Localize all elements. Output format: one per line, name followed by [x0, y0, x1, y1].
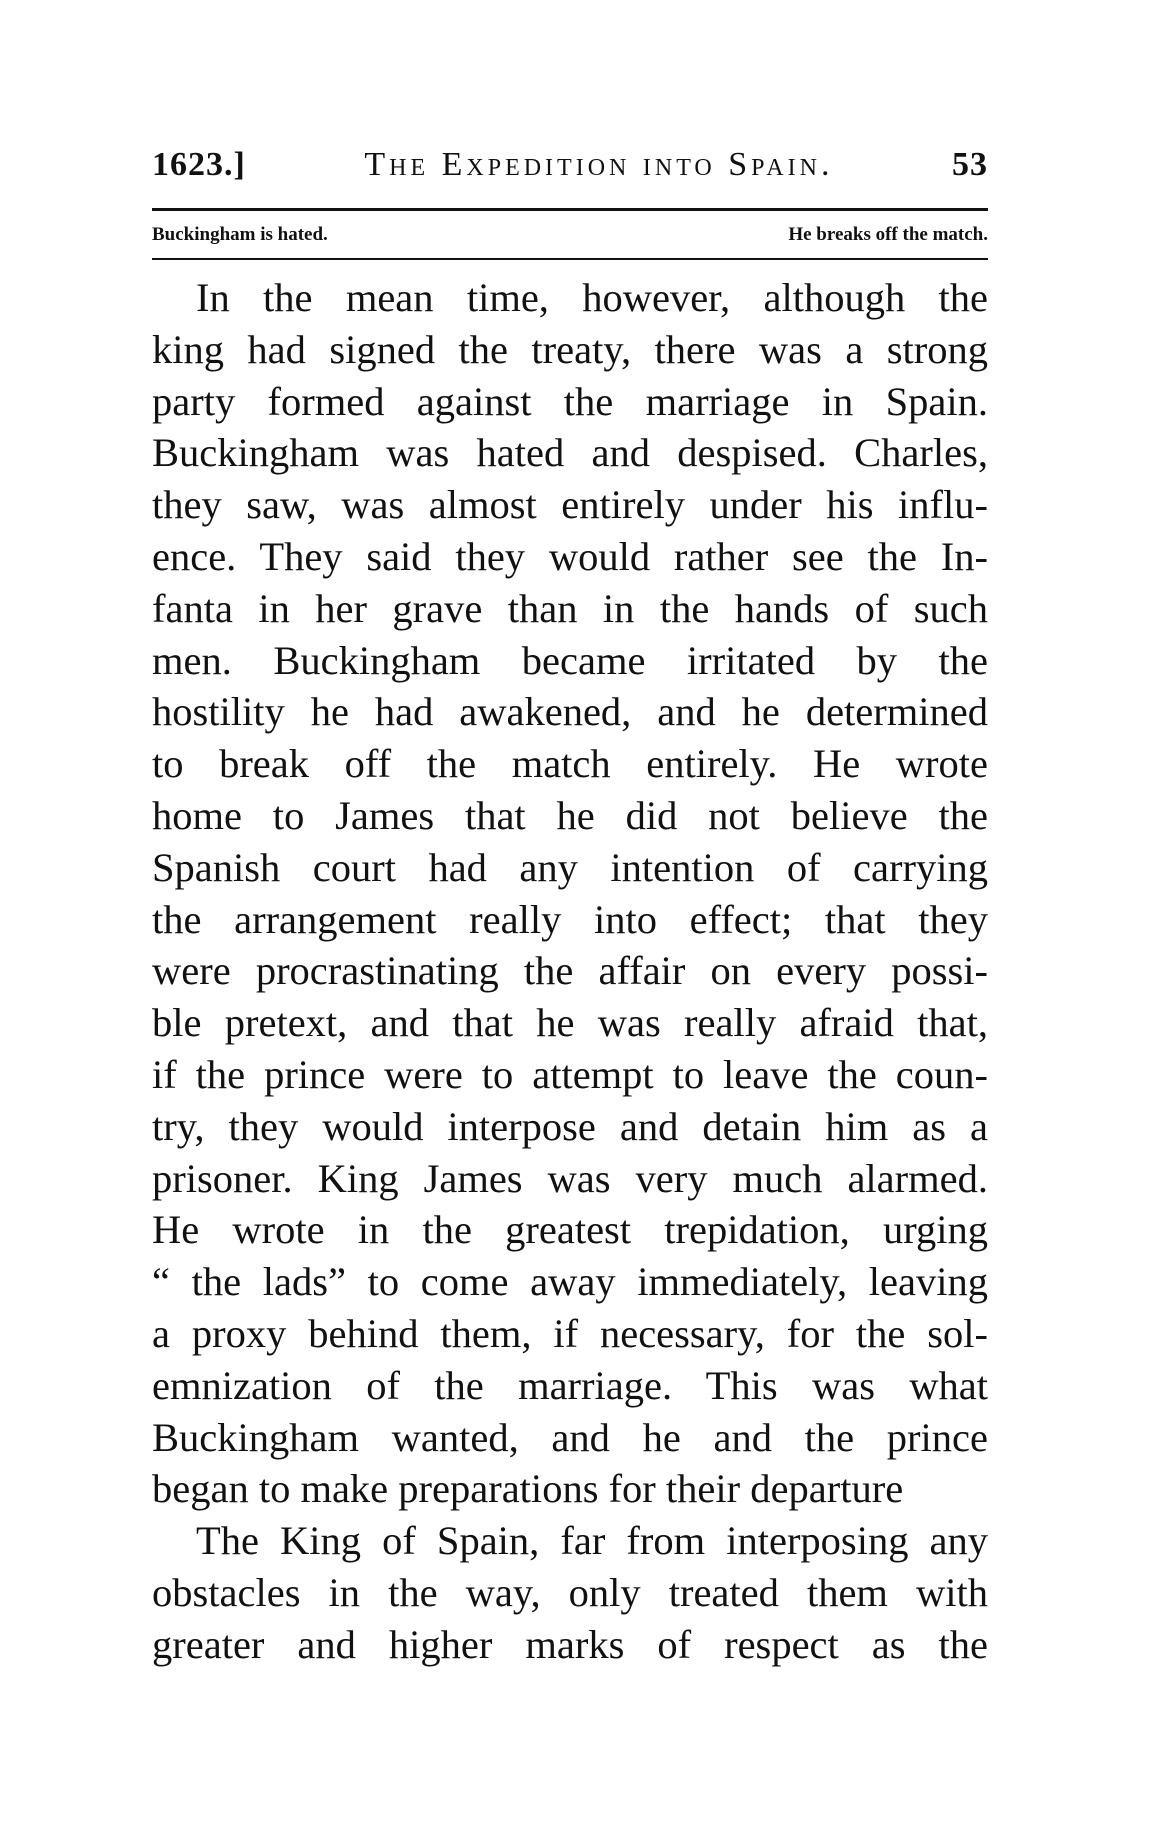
text-line: greater and higher marks of respect as the: [152, 1621, 988, 1667]
text-line: “ the lads” to come away immediately, leaving: [152, 1259, 988, 1305]
text-line: In the mean time, however, although the: [196, 275, 988, 320]
text-line: ence. They said they would rather see the In-: [152, 533, 988, 579]
text-line: hostility he had awakened, and he determined: [152, 689, 988, 735]
text-line: men. Buckingham became irritated by the: [152, 637, 988, 683]
header-rule-top: [152, 208, 988, 211]
text-line: try, they would interpose and detain him as a: [152, 1103, 988, 1149]
text-line: began to make preparations for their departure: [152, 1466, 904, 1512]
text-line: king had signed the treaty, there was a strong: [152, 326, 988, 372]
text-line: to break off the match entirely. He wrote: [152, 741, 988, 787]
page-number: 53: [952, 146, 988, 183]
text-line: ble pretext, and that he was really afraid that,: [152, 1000, 988, 1046]
text-line: The King of Spain, far from interposing any: [196, 1518, 988, 1564]
text-line: Spanish court had any intention of carrying: [152, 844, 988, 890]
running-head-year: 1623.]: [152, 146, 246, 183]
paragraph-1: [152, 272, 988, 1515]
subhead-left: Buckingham is hated.: [152, 224, 328, 245]
text-line: if the prince were to attempt to leave the coun-: [152, 1051, 988, 1097]
text-line: fanta in her grave than in the hands of such: [152, 585, 988, 631]
text-line: they saw, was almost entirely under his influ-: [152, 482, 988, 528]
subhead-right: He breaks off the match.: [788, 224, 988, 245]
text-line: He wrote in the greatest trepidation, urging: [152, 1207, 988, 1253]
text-line: Buckingham was hated and despised. Charles,: [152, 430, 988, 476]
marginal-subheads: [152, 218, 988, 252]
text-line: obstacles in the way, only treated them with: [152, 1569, 988, 1615]
running-head-title: The Expedition into Spain.: [364, 146, 834, 183]
body-text: [152, 272, 988, 1671]
text-line: Buckingham wanted, and he and the prince: [152, 1414, 988, 1460]
header-rule-bottom: [152, 258, 988, 260]
text-line: a proxy behind them, if necessary, for the sol-: [152, 1310, 988, 1356]
text-line: were procrastinating the affair on every possi-: [152, 948, 988, 994]
text-line: emnization of the marriage. This was what: [152, 1362, 988, 1408]
paragraph-2: [152, 1515, 988, 1670]
text-line: home to James that he did not believe the: [152, 792, 988, 838]
text-line: party formed against the marriage in Spain.: [152, 378, 988, 424]
text-line: prisoner. King James was very much alarmed.: [152, 1155, 988, 1201]
text-line: the arrangement really into effect; that they: [152, 896, 988, 942]
running-head: [152, 146, 988, 196]
